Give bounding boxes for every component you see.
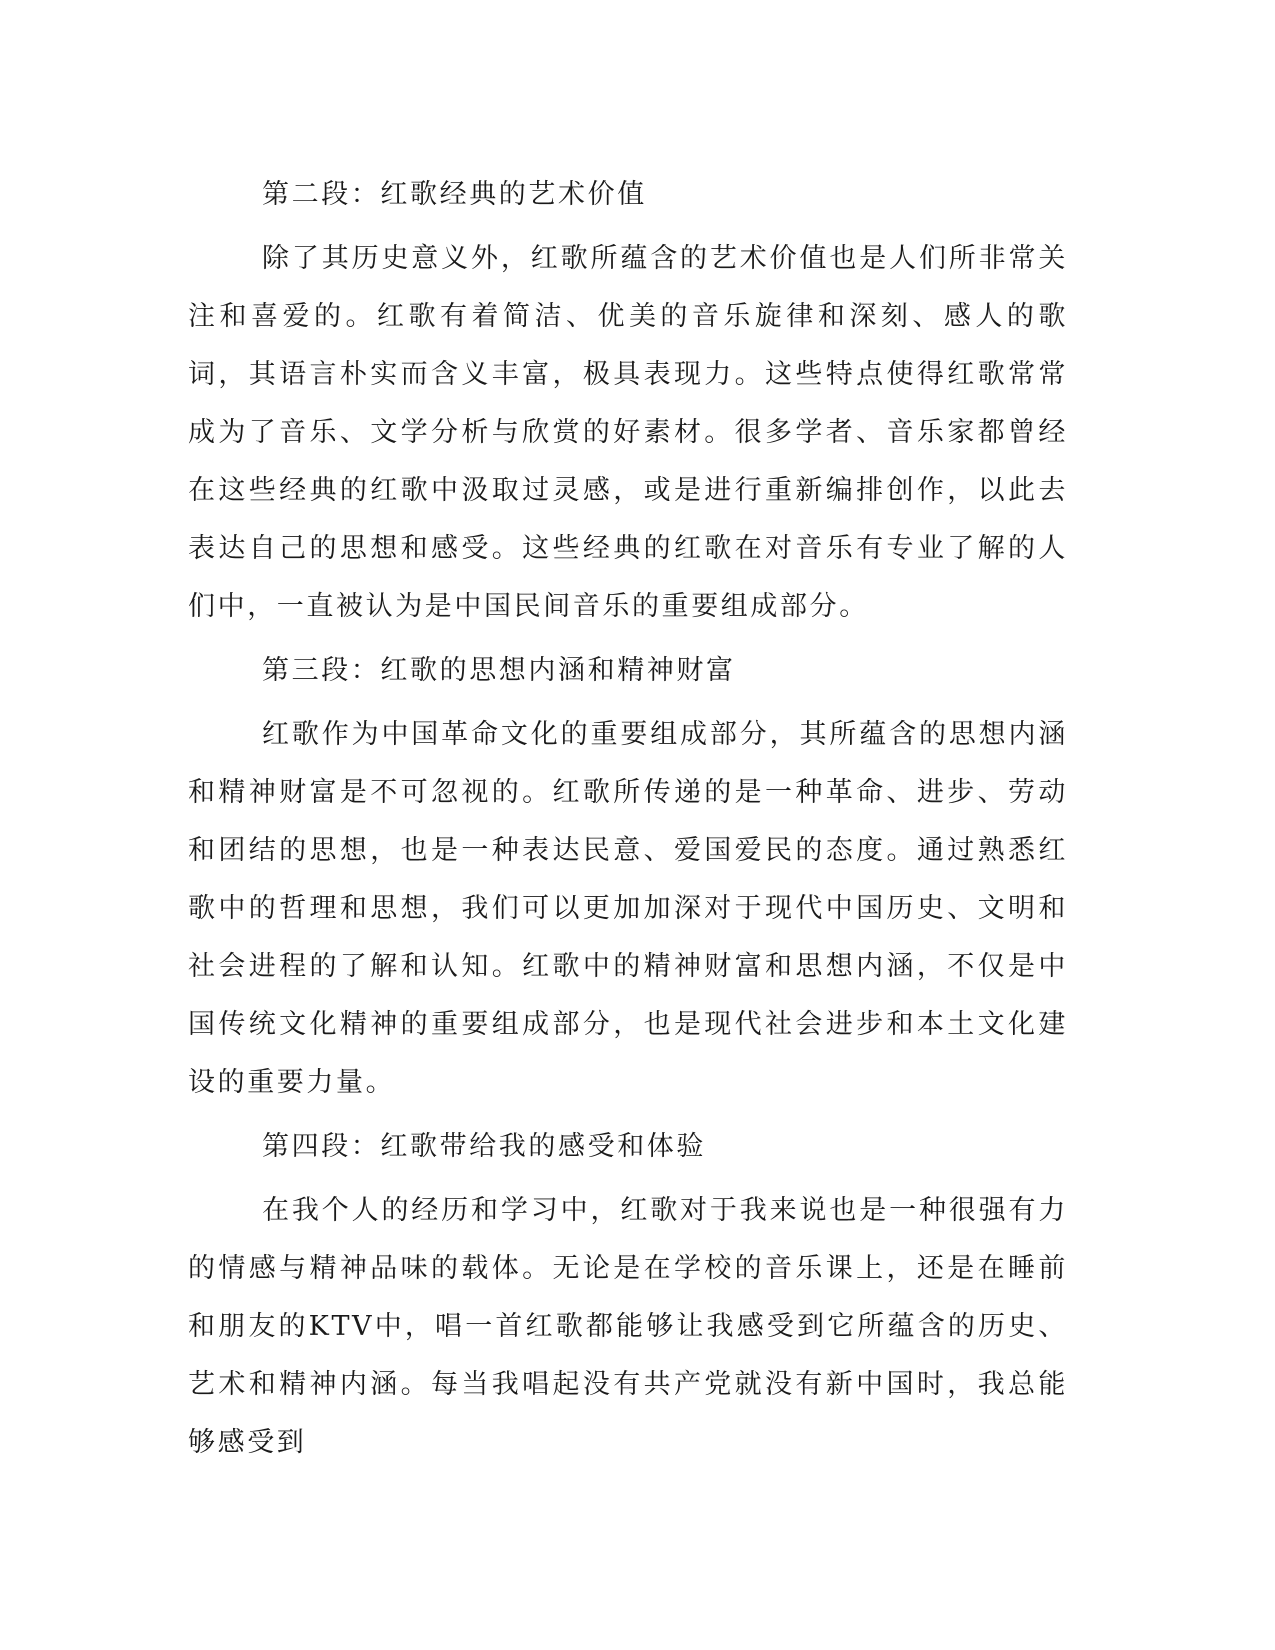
section-paragraph-2: 除了其历史意义外，红歌所蕴含的艺术价值也是人们所非常关注和喜爱的。红歌有着简洁、优美的音乐旋律和深刻、感人的歌词，其语言朴实而含义丰富，极具表现力。这些特点使得红歌常常成为了音乐、文学分析与欣赏的好素材。很多学者、音乐家都曾经在这些经典的红歌中汲取过灵感，或是进行重新编排创作，以此去表达自己的思想和感受。这些经典的红歌在对音乐有专业了解的人们中，一直被认为是中国民间音乐的重要组成部分。	[188, 243, 1068, 622]
section-heading-4: 第四段：红歌带给我的感受和体验	[262, 1131, 706, 1162]
section-paragraph-4: 在我个人的经历和学习中，红歌对于我来说也是一种很强有力的情感与精神品味的载体。无论是在学校的音乐课上，还是在睡前和朋友的KTV中，唱一首红歌都能够让我感受到它所蕴含的历史、艺术和精神内涵。每当我唱起没有共产党就没有新中国时，我总能够感受到	[188, 1195, 1068, 1458]
document-body	[188, 166, 1068, 1478]
section-heading-2: 第二段：红歌经典的艺术价值	[262, 179, 647, 210]
section-heading-3: 第三段：红歌的思想内涵和精神财富	[262, 655, 736, 686]
section-paragraph-3: 红歌作为中国革命文化的重要组成部分，其所蕴含的思想内涵和精神财富是不可忽视的。红歌所传递的是一种革命、进步、劳动和团结的思想，也是一种表达民意、爱国爱民的态度。通过熟悉红歌中的哲理和思想，我们可以更加加深对于现代中国历史、文明和社会进程的了解和认知。红歌中的精神财富和思想内涵，不仅是中国传统文化精神的重要组成部分，也是现代社会进步和本土文化建设的重要力量。	[188, 719, 1068, 1098]
